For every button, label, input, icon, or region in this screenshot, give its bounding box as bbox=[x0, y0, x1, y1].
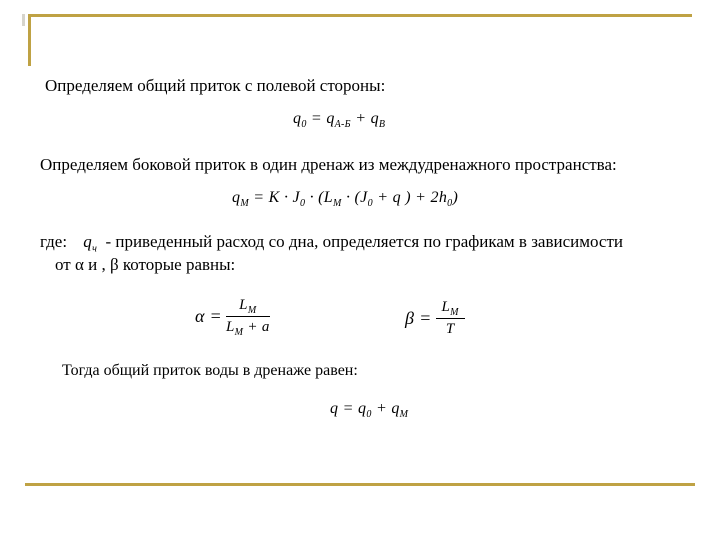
formula-subscript: 0 bbox=[299, 198, 306, 210]
formula-token: = bbox=[306, 110, 327, 127]
beta-numerator bbox=[436, 299, 465, 319]
formula-subscript: 0 bbox=[301, 119, 307, 131]
formula-subscript: 0 bbox=[366, 409, 372, 421]
formula-qm bbox=[232, 189, 459, 210]
formula-token: · bbox=[279, 189, 293, 206]
formula-token: J bbox=[360, 189, 368, 206]
alpha-numerator bbox=[226, 297, 270, 317]
formula-token: L bbox=[226, 319, 235, 335]
formula-subscript: М bbox=[399, 409, 409, 421]
formula-token: q bbox=[293, 110, 302, 127]
alpha-fraction bbox=[226, 297, 270, 336]
formula-token: a bbox=[261, 319, 270, 335]
formula-q-total bbox=[330, 400, 409, 421]
formula-token: + bbox=[372, 189, 393, 206]
formula-token: L bbox=[441, 299, 451, 315]
where-prefix: где: bbox=[40, 232, 68, 251]
alpha-lhs: α = bbox=[195, 306, 222, 326]
formula-q0 bbox=[293, 110, 386, 131]
formula-token: + bbox=[371, 400, 392, 417]
top-rule bbox=[28, 14, 692, 17]
formula-subscript: ч bbox=[92, 243, 98, 255]
formula-subscript: А-Б bbox=[334, 119, 351, 131]
formula-token: L bbox=[323, 189, 333, 206]
left-corner-rule bbox=[28, 14, 31, 66]
formula-subscript: М bbox=[450, 307, 459, 318]
formula-token: = bbox=[338, 400, 359, 417]
formula-q-reduced bbox=[83, 232, 98, 255]
bottom-rule bbox=[25, 483, 695, 486]
formula-token: q bbox=[326, 110, 335, 127]
formula-token: q bbox=[392, 189, 401, 206]
formula-token: J bbox=[292, 189, 300, 206]
text-where-line1 bbox=[40, 232, 623, 255]
frame-notch bbox=[22, 14, 25, 26]
formula-token: q bbox=[370, 110, 379, 127]
formula-token: q bbox=[83, 232, 93, 251]
formula-token: K bbox=[268, 189, 280, 206]
formula-token: · ( bbox=[305, 189, 324, 206]
beta-lhs: β = bbox=[405, 308, 432, 328]
formula-token: ) + 2 bbox=[400, 189, 439, 206]
formula-token: q bbox=[358, 400, 367, 417]
formula-token: T bbox=[445, 321, 455, 337]
formula-token: q bbox=[330, 400, 339, 417]
formula-subscript: М bbox=[234, 327, 244, 338]
text-where-line2: от α и , β которые равны: bbox=[55, 255, 236, 274]
beta-fraction bbox=[436, 299, 465, 338]
alpha-denominator bbox=[226, 317, 270, 336]
formula-token: q bbox=[232, 189, 241, 206]
text-define-total-inflow: Определяем общий приток с полевой стороны: bbox=[45, 76, 386, 95]
formula-subscript: 0 bbox=[447, 198, 453, 210]
formula-token: L bbox=[239, 297, 248, 313]
text-total-inflow: Тогда общий приток воды в дренаже равен: bbox=[62, 362, 358, 379]
formula-subscript: М bbox=[240, 198, 249, 210]
formula-subscript: В bbox=[378, 119, 386, 131]
formula-token: h bbox=[438, 189, 448, 206]
formula-token: + bbox=[350, 110, 371, 127]
formula-token: + bbox=[243, 319, 262, 335]
beta-denominator bbox=[436, 319, 465, 338]
formula-token: ) bbox=[452, 189, 459, 206]
where-description: - приведенный расход со дна, определяется по графикам в зависимости bbox=[105, 232, 623, 251]
formula-subscript: 0 bbox=[367, 198, 373, 210]
formula-alpha bbox=[195, 297, 270, 336]
formula-beta bbox=[405, 299, 465, 338]
text-define-lateral-inflow: Определяем боковой приток в один дренаж из междудренажного пространства: bbox=[40, 155, 617, 174]
formula-token: · ( bbox=[341, 189, 361, 206]
formula-token: = bbox=[248, 189, 269, 206]
formula-token: q bbox=[391, 400, 400, 417]
formula-subscript: М bbox=[333, 198, 342, 210]
formula-subscript: М bbox=[247, 305, 257, 316]
